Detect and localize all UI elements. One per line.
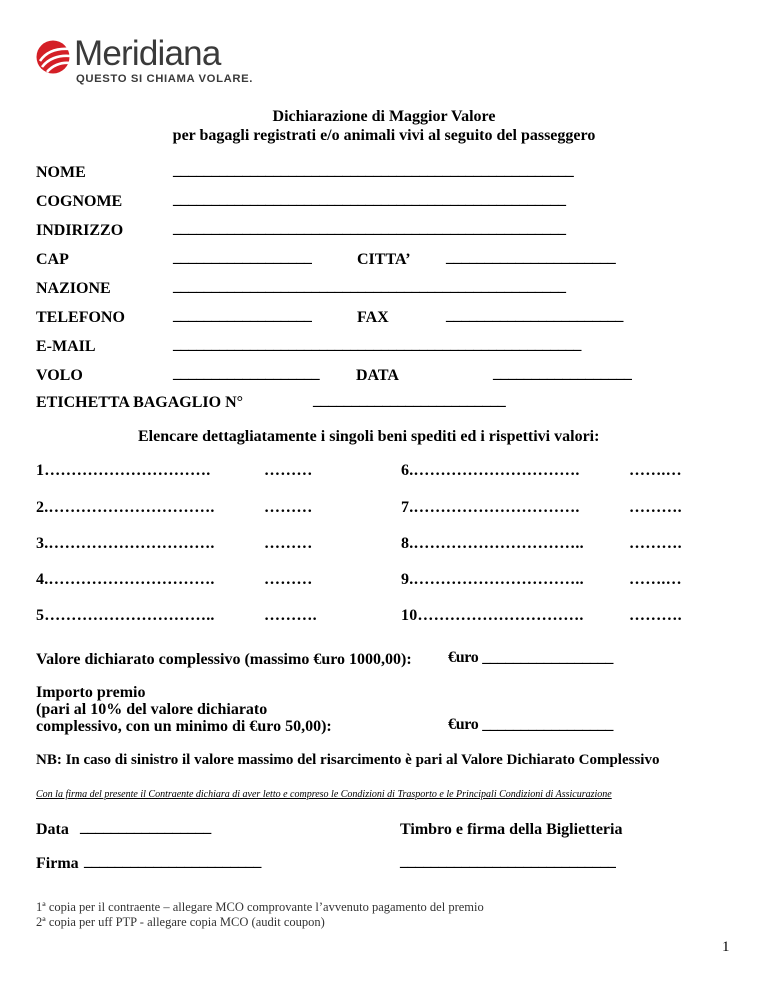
logo-tagline: QUESTO SI CHIAMA VOLARE. xyxy=(76,73,253,85)
cognome-label: COGNOME xyxy=(36,193,123,210)
ticket-office-label: Timbro e firma della Biglietteria xyxy=(400,821,623,838)
item-6-description[interactable]: 6.…………………………. xyxy=(401,462,580,479)
indirizzo-label: INDIRIZZO xyxy=(36,222,124,239)
item-3-value[interactable]: ……… xyxy=(264,535,313,552)
etichetta-label: ETICHETTA BAGAGLIO N° xyxy=(36,394,244,411)
ticket-office-signature-field[interactable]: ____________________________ xyxy=(400,853,616,870)
declared-value-field[interactable]: €uro _________________ xyxy=(448,649,614,666)
signature-data-field[interactable]: _________________ xyxy=(80,819,211,836)
premium-field[interactable]: €uro _________________ xyxy=(448,716,614,733)
item-10-value[interactable]: ………. xyxy=(629,607,682,624)
data-field[interactable]: __________________ xyxy=(493,365,632,382)
footer-copy-1: 1ª copia per il contraente – allegare MCO comprovante l’avvenuto pagamento del premio xyxy=(36,900,484,914)
item-4-value[interactable]: ……… xyxy=(264,571,313,588)
disclaimer: Con la firma del presente il Contraente dichiara di aver letto e compreso le Condizioni di Trasporto e le Principali Condizioni di Assicurazione xyxy=(36,789,612,800)
title-line-1: Dichiarazione di Maggior Valore xyxy=(272,108,496,125)
item-8-description[interactable]: 8.………………………….. xyxy=(401,535,584,552)
signature-firma-field[interactable]: _______________________ xyxy=(84,853,262,870)
volo-field[interactable]: ___________________ xyxy=(173,365,320,382)
telefono-label: TELEFONO xyxy=(36,309,125,326)
nazione-label: NAZIONE xyxy=(36,280,111,297)
premium-label-line-2: (pari al 10% del valore dichiarato xyxy=(36,701,268,718)
item-7-value[interactable]: ………. xyxy=(629,499,682,516)
item-10-description[interactable]: 10…………………………. xyxy=(401,607,584,624)
signature-firma-label: Firma xyxy=(36,855,79,872)
logo-brand: Meridiana xyxy=(74,34,221,73)
nb-note: NB: In caso di sinistro il valore massimo del risarcimento è pari al Valore Dichiarato Complessivo xyxy=(36,752,660,768)
signature-data-label: Data xyxy=(36,821,69,838)
item-5-value[interactable]: ………. xyxy=(264,607,317,624)
premium-label-line-1: Importo premio xyxy=(36,684,146,701)
citta-field[interactable]: ______________________ xyxy=(446,249,616,266)
indirizzo-field[interactable]: ___________________________________________________ xyxy=(173,220,566,237)
footer-copy-2: 2ª copia per uff PTP - allegare copia MCO (audit coupon) xyxy=(36,915,325,929)
nome-field[interactable]: ____________________________________________________ xyxy=(173,162,574,179)
fax-label: FAX xyxy=(357,309,389,326)
item-2-value[interactable]: ……… xyxy=(264,499,313,516)
nazione-field[interactable]: ___________________________________________________ xyxy=(173,278,566,295)
item-6-value[interactable]: …….… xyxy=(629,462,682,479)
cap-field[interactable]: __________________ xyxy=(173,249,312,266)
citta-label: CITTA’ xyxy=(357,251,411,268)
premium-label-line-3: complessivo, con un minimo di €uro 50,00): xyxy=(36,718,332,735)
item-2-description[interactable]: 2.…………………………. xyxy=(36,499,215,516)
item-9-value[interactable]: …….… xyxy=(629,571,682,588)
telefono-field[interactable]: __________________ xyxy=(173,307,312,324)
item-4-description[interactable]: 4.…………………………. xyxy=(36,571,215,588)
etichetta-field[interactable]: _________________________ xyxy=(313,392,506,409)
declared-value-label: Valore dichiarato complessivo (massimo €uro 1000,00): xyxy=(36,651,412,668)
title-line-2: per bagagli registrati e/o animali vivi al seguito del passeggero xyxy=(172,127,596,144)
meridiana-logo xyxy=(36,34,253,88)
items-heading: Elencare dettagliatamente i singoli beni spediti ed i rispettivi valori: xyxy=(138,428,600,445)
item-8-value[interactable]: ………. xyxy=(629,535,682,552)
item-1-description[interactable]: 1…………………………. xyxy=(36,462,211,479)
item-5-description[interactable]: 5………………………….. xyxy=(36,607,215,624)
email-field[interactable]: _____________________________________________________ xyxy=(173,336,582,353)
page-number: 1 xyxy=(722,939,730,955)
item-7-description[interactable]: 7.…………………………. xyxy=(401,499,580,516)
nome-label: NOME xyxy=(36,164,86,181)
item-1-value[interactable]: ……… xyxy=(264,462,313,479)
item-3-description[interactable]: 3.…………………………. xyxy=(36,535,215,552)
email-label: E-MAIL xyxy=(36,338,96,355)
data-label: DATA xyxy=(356,367,399,384)
item-9-description[interactable]: 9.………………………….. xyxy=(401,571,584,588)
cap-label: CAP xyxy=(36,251,69,268)
cognome-field[interactable]: ___________________________________________________ xyxy=(173,191,566,208)
volo-label: VOLO xyxy=(36,367,83,384)
fax-field[interactable]: _______________________ xyxy=(446,307,624,324)
meridiana-logo-icon xyxy=(36,40,72,74)
